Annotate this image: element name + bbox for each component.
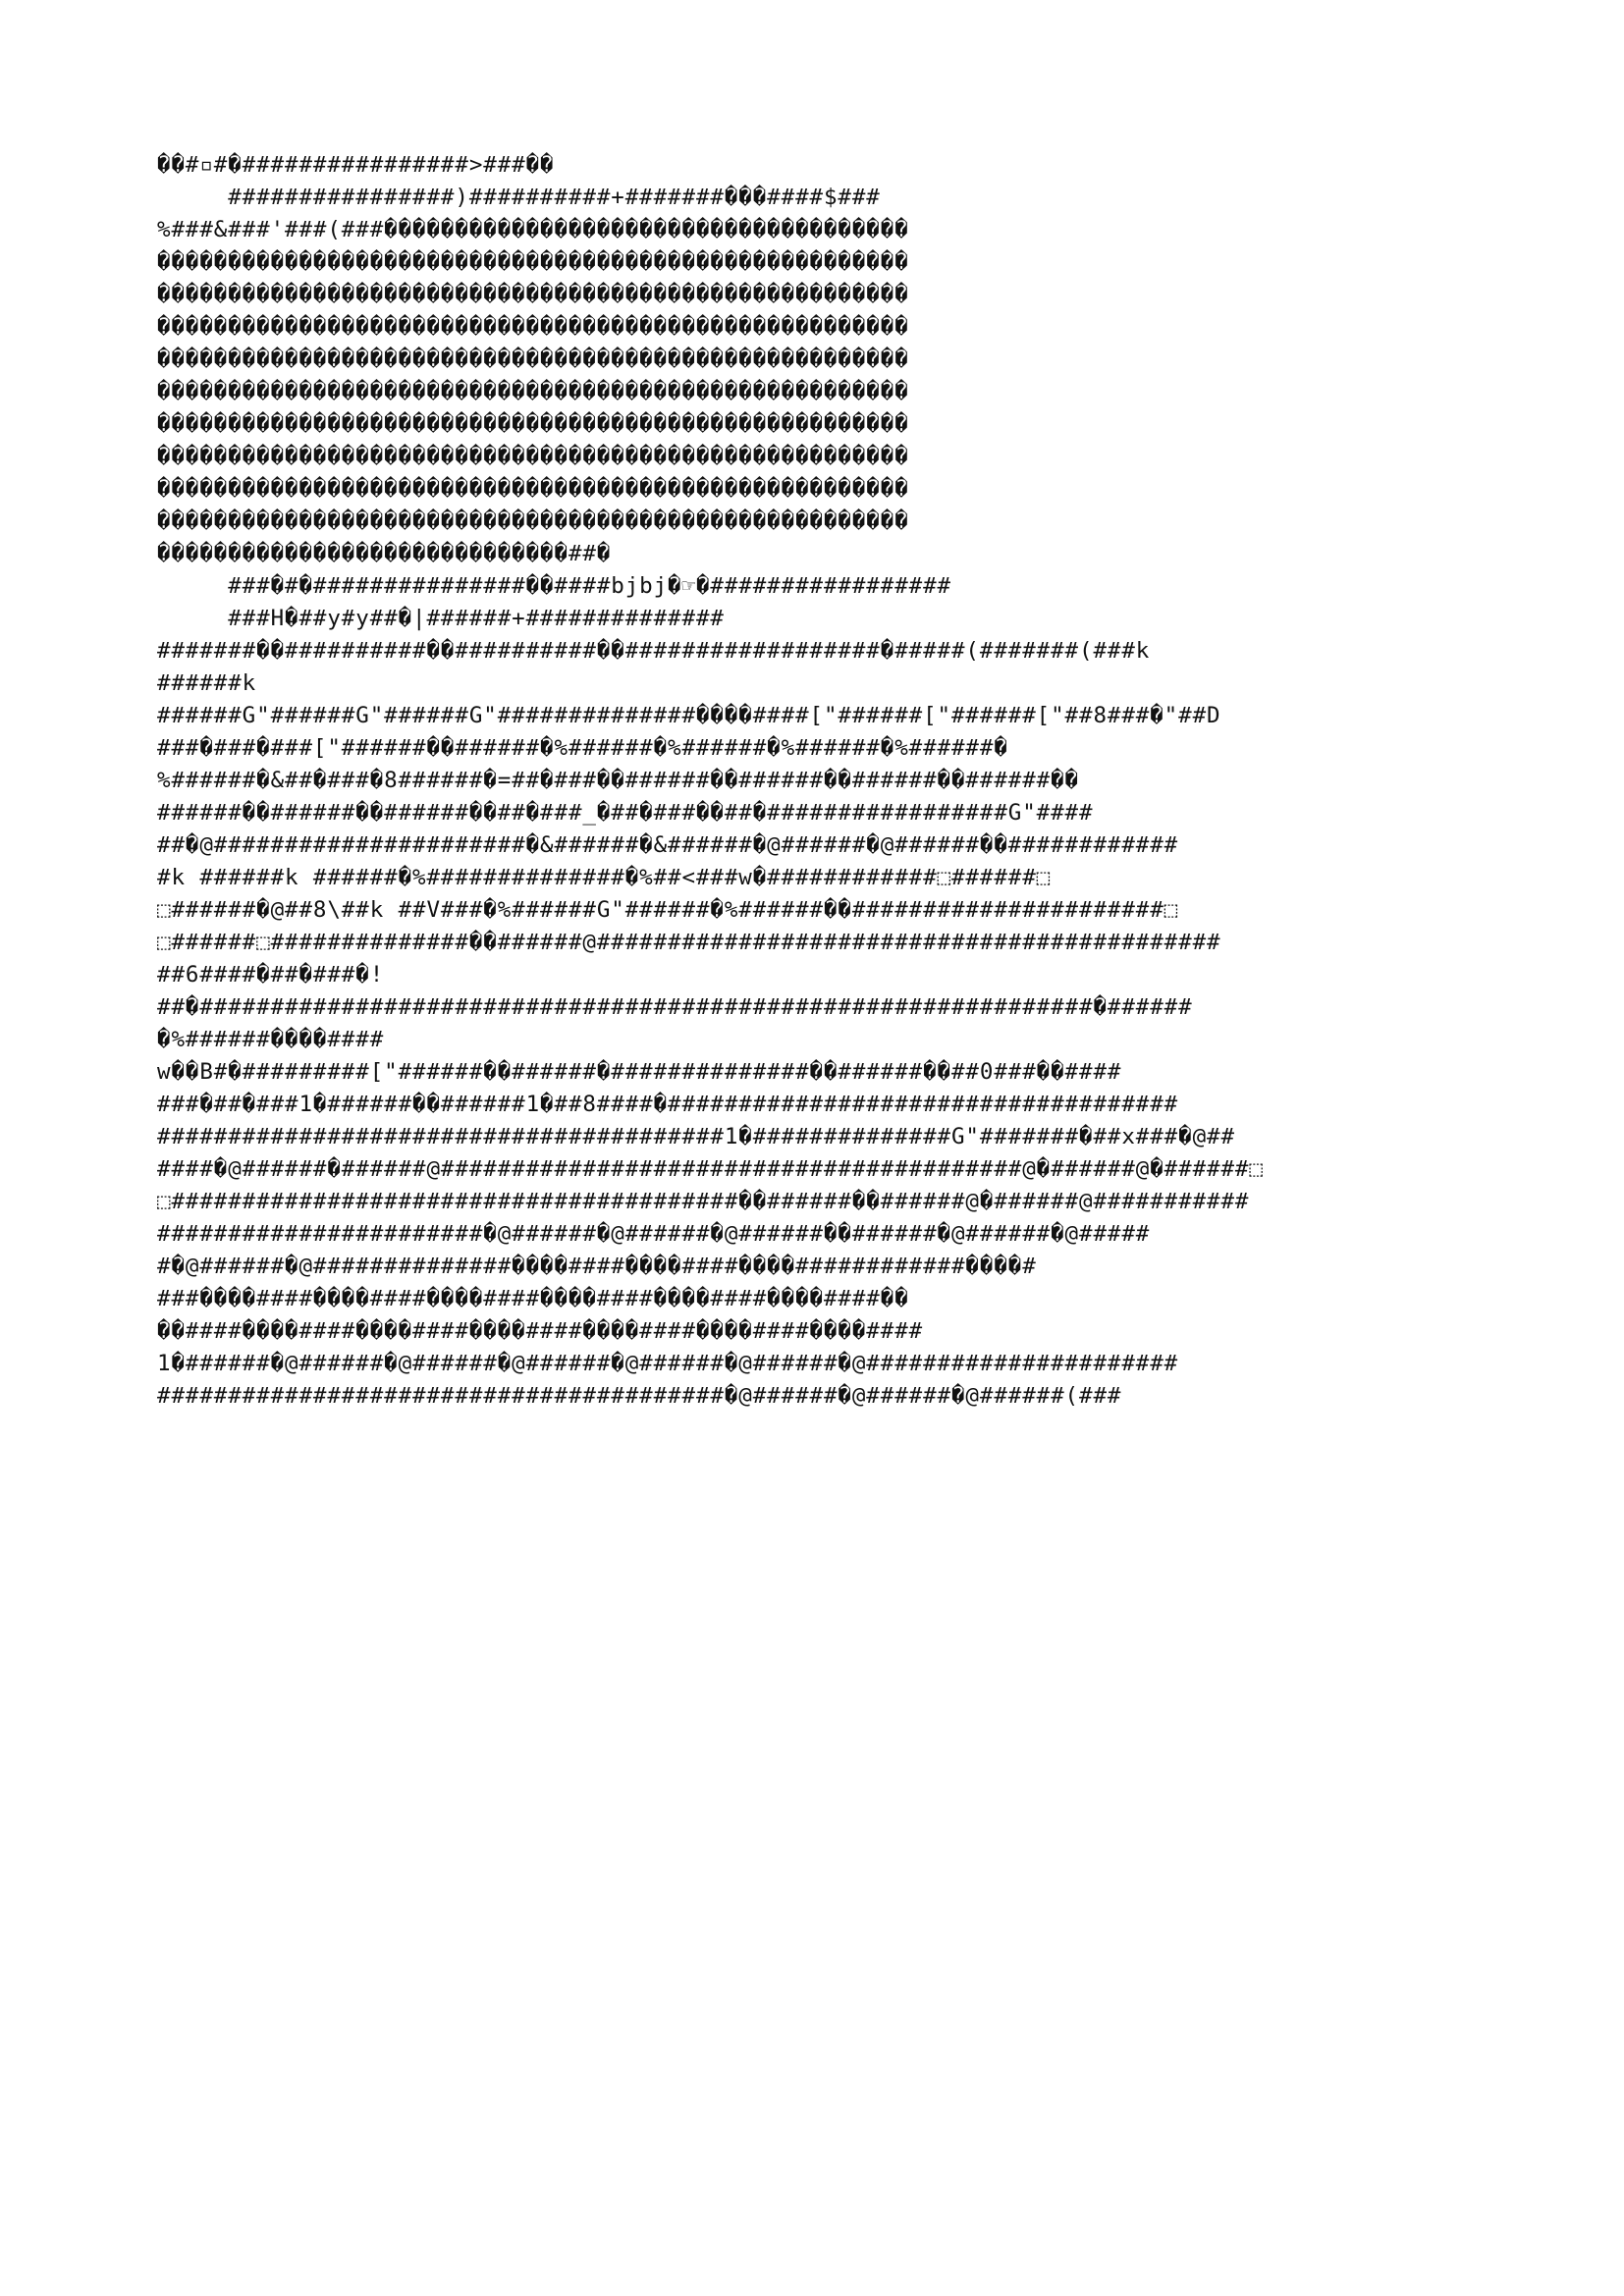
text-line: %###&###'###(###������������������������������������� [157, 217, 909, 242]
text-line: ��####����####����####����####����####����####����#### [157, 1318, 924, 1344]
text-line: ����������������������������������������������������� [157, 249, 909, 275]
text-line: ###�###�###["######��######�%######�%######�%######�%######� [157, 735, 1008, 761]
text-line: ����������������������������������������������������� [157, 508, 909, 534]
text-line: ����������������������������������������������������� [157, 444, 909, 469]
text-line: #######################�@######�@######�@######��######�@######�@##### [157, 1221, 1151, 1247]
text-line: ###�##�###1�######��######1�##8####�#################################### [157, 1092, 1179, 1117]
text-line: ####�@######�######@#########################################@�######@�######⬚ [157, 1156, 1264, 1182]
text-line: #�@######�@##############����####����####����############����# [157, 1254, 1037, 1279]
text-line: ###����####����####����####����####����####����####�� [157, 1286, 909, 1311]
text-line: ����������������������������������������������������� [157, 379, 909, 404]
text-line: ######��######��######��##�###_�##�###��##�#################G"#### [157, 800, 1094, 826]
text-line: �����������������������������##� [157, 541, 612, 566]
text-line: ########################################�@######�@######�@######(### [157, 1383, 1122, 1409]
text-line: ######k [157, 670, 257, 696]
text-line: ##�###############################################################�###### [157, 994, 1193, 1020]
text-line: ����������������������������������������������������� [157, 411, 909, 437]
text-line: ######G"######G"######G"##############����####["######["######["##8###�"##D [157, 703, 1221, 728]
text-line: �%######����#### [157, 1027, 385, 1052]
text-line: #######��##########��##########��##################�#####(#######(###k [157, 638, 1151, 664]
text-line: %######�&##�###�8######�=##�###��######��######��######��######�� [157, 768, 1079, 793]
text-line: ⬚########################################��######��######@�######@########### [157, 1189, 1250, 1214]
text-line: ����������������������������������������������������� [157, 476, 909, 502]
text-line: #k ######k ######�%##############�%##<###w�############⬚######⬚ [157, 865, 1052, 890]
text-line: ###�#�###############��####bjbj�☞�################# [157, 573, 951, 599]
text-line: ##6####�##�###�! [157, 962, 385, 988]
text-line: ##�@######################�&######�&######�@######�@######��############ [157, 832, 1179, 858]
text-line: 1�######�@######�@######�@######�@######�@######�@###################### [157, 1351, 1179, 1376]
text-line: ����������������������������������������������������� [157, 282, 909, 307]
text-line: w��B#�#########["######��######�##############��######��##0###��#### [157, 1059, 1122, 1085]
text-line: ⬚######�@##8\##k ##V###�%######G"######�%######��######################⬚ [157, 897, 1179, 923]
text-line: ����������������������������������������������������� [157, 347, 909, 372]
text-line: ################)##########+#######���####$### [157, 185, 881, 210]
document-text [157, 149, 1492, 1413]
text-line: ########################################1�##############G"#######�##x###�@## [157, 1124, 1235, 1149]
text-line: ��#▫#�################>###�� [157, 152, 555, 178]
text-line: ����������������������������������������������������� [157, 314, 909, 340]
text-line: ###H�##y#y##�|######+############## [157, 606, 725, 631]
text-line: ⬚######⬚##############��######@############################################ [157, 930, 1221, 955]
